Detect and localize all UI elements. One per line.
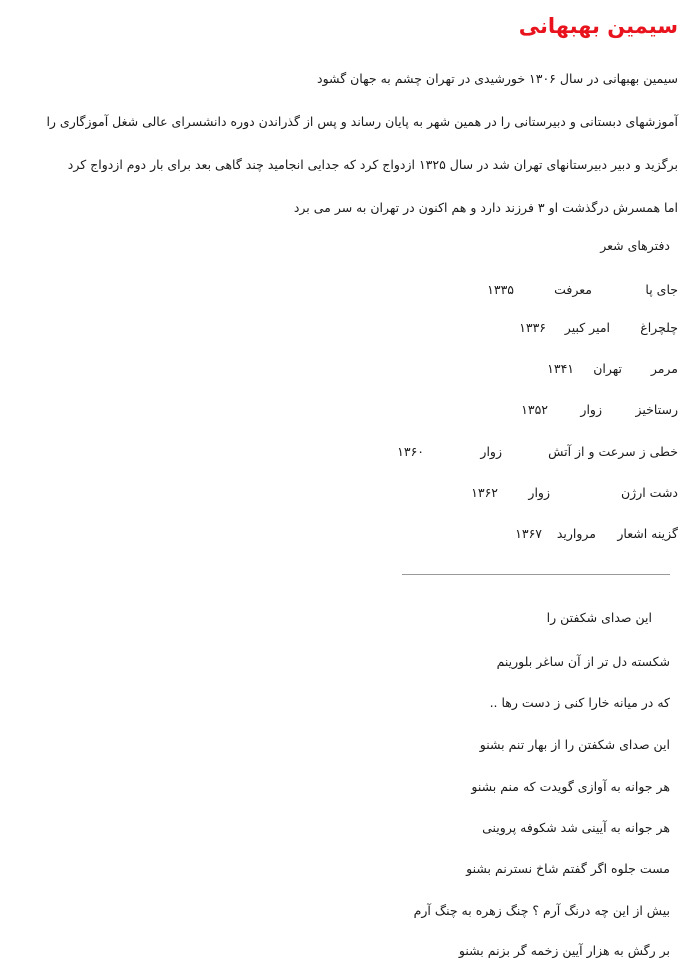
book-publisher: تهران — [593, 361, 622, 376]
page-title: سیمین بهبهانی — [518, 14, 678, 38]
book-publisher: مروارید — [556, 526, 596, 541]
book-publisher: زوار — [528, 485, 550, 500]
book-row — [458, 282, 678, 298]
book-row — [458, 320, 678, 336]
book-year: ۱۳۵۲ — [521, 402, 548, 417]
book-year: ۱۳۳۶ — [519, 320, 546, 335]
book-publisher: امیر کبیر — [564, 320, 610, 335]
book-title: چلچراغ — [640, 320, 678, 335]
bio-line: آموزشهای دبستانی و دبیرستانی را در همین شهر به پایان رساند و پس از گذراندن دوره دانشسرای عالی شغل آموزگاری را — [46, 114, 678, 129]
book-year: ۱۳۴۱ — [547, 361, 574, 376]
poem-line: هر جوانه به آیینی شد شکوفه پروینی — [482, 820, 670, 835]
book-title: دشت ارژن — [620, 485, 678, 500]
poem-line: مست جلوه اگر گفتم شاخ نسترنم بشنو — [466, 861, 670, 876]
book-year: ۱۳۳۵ — [487, 282, 514, 297]
poem-line: این صدای شکفتن را از بهار تنم بشنو — [479, 737, 670, 752]
book-year: ۱۳۶۰ — [397, 444, 424, 459]
book-row — [378, 444, 678, 460]
book-publisher: معرفت — [554, 282, 592, 297]
poem-line: هر جوانه به آوازی گویدت که منم بشنو — [471, 779, 670, 794]
bio-line: برگزید و دبیر دبیرستانهای تهران شد در سال ۱۳۲۵ ازدواج کرد که جدایی انجامید چند گاهی بعد برای بار دوم ازدواج کرد — [67, 157, 678, 172]
book-year: ۱۳۶۲ — [471, 485, 498, 500]
book-title: رستاخیز — [635, 402, 678, 417]
bio-line: سیمین بهبهانی در سال ۱۳۰۶ خورشیدی در تهران چشم به جهان گشود — [317, 71, 678, 86]
poem-line: بر رگش به هزار آیین زخمه گر بزنم بشنو — [458, 943, 670, 958]
poem-title: این صدای شکفتن را — [546, 610, 652, 625]
book-row — [428, 485, 678, 501]
book-title: مرمر — [650, 361, 678, 376]
book-publisher: زوار — [580, 402, 602, 417]
section-divider — [402, 574, 670, 575]
poem-line: که در میانه خارا کنی ز دست رها .. — [489, 695, 670, 710]
book-row — [458, 402, 678, 418]
book-title: گزینه اشعار — [617, 526, 678, 541]
book-year: ۱۳۶۷ — [515, 526, 542, 541]
book-row — [458, 526, 678, 542]
books-heading: دفترهای شعر — [600, 238, 670, 253]
poem-line: شکسته دل تر از آن ساغر بلورینم — [496, 654, 670, 669]
poem-line: بیش از این چه درنگ آرم ؟ چنگ زهره به چنگ آرم — [413, 903, 670, 918]
bio-line: اما همسرش درگذشت او ۳ فرزند دارد و هم اکنون در تهران به سر می برد — [293, 200, 678, 215]
book-title: جای پا — [645, 282, 678, 297]
book-row — [458, 361, 678, 377]
book-publisher: زوار — [480, 444, 502, 459]
book-title: خطی ز سرعت و از آتش — [548, 444, 678, 459]
